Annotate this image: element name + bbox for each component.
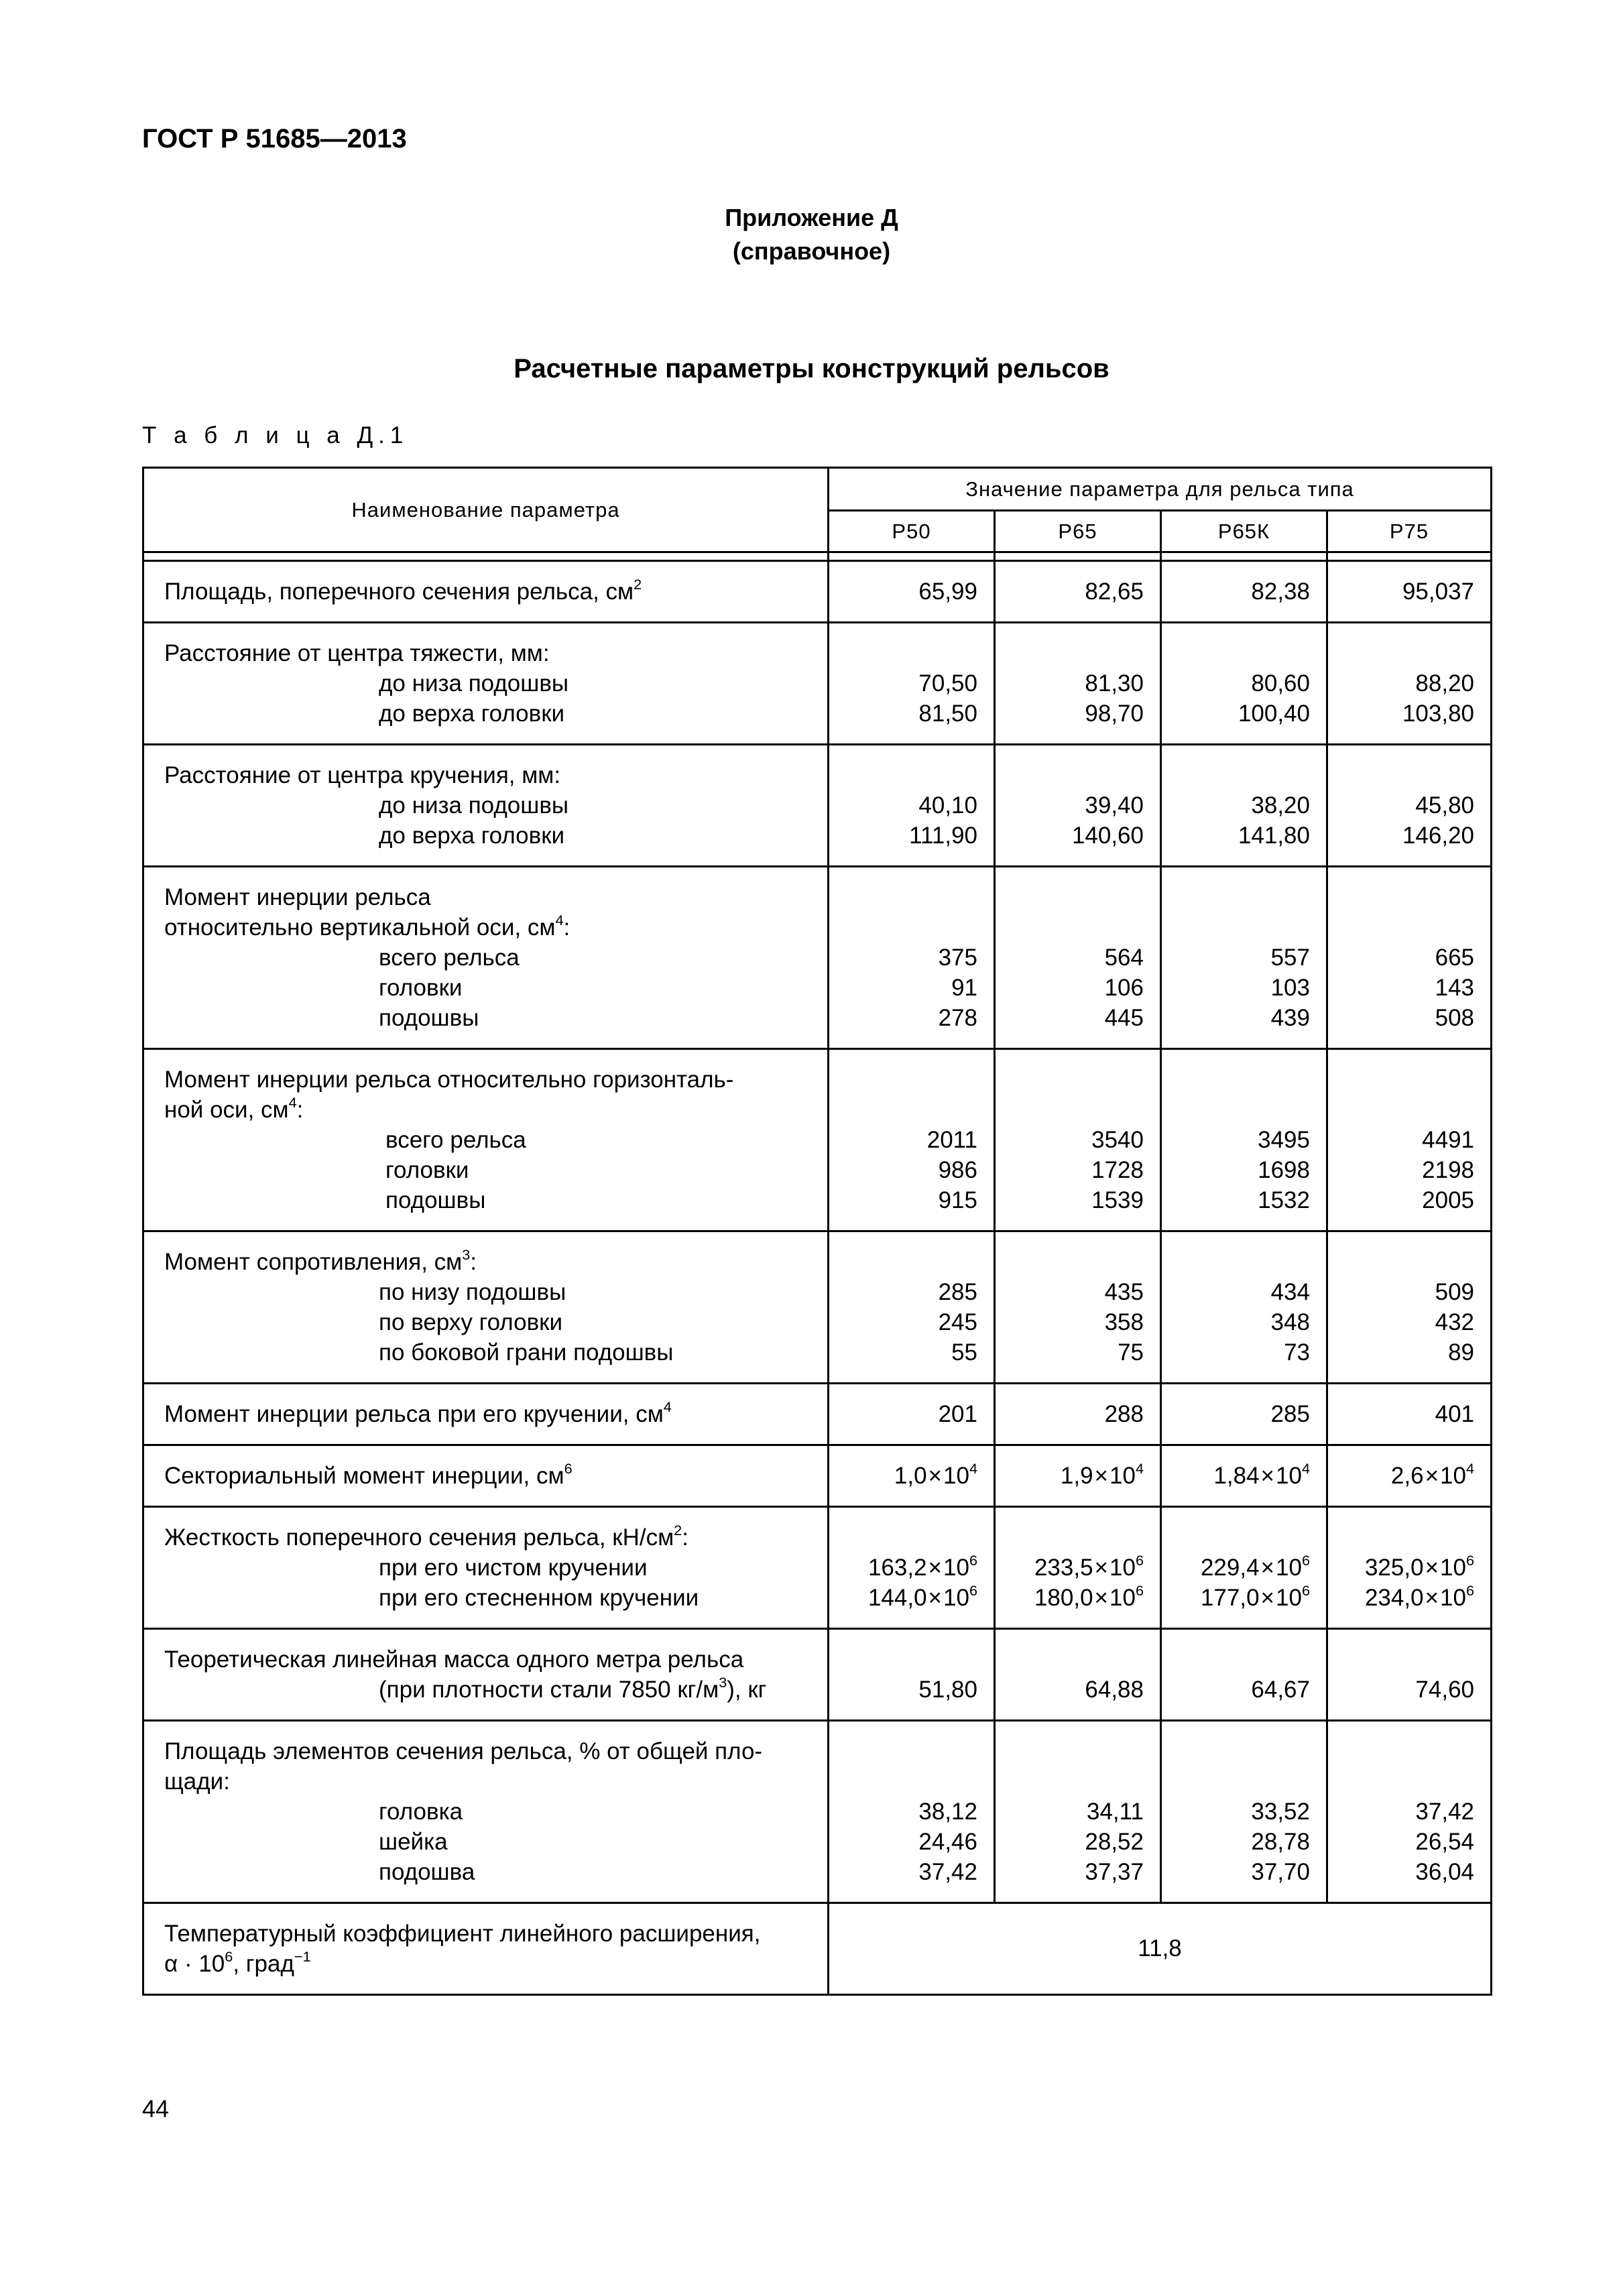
section-title: Расчетные параметры конструкций рельсов [514, 354, 1109, 383]
value-cell: 375 [938, 945, 977, 971]
value-cell: 1728 [1091, 1157, 1144, 1183]
table-row [143, 1231, 1492, 1384]
value-cell: 65,99 [918, 579, 977, 605]
param-cell: Момент инерции рельса относительно горизонталь- ной оси, $см^4$: всего рельса головки подошвы [143, 1049, 829, 1231]
value-cell: 106 [1104, 975, 1144, 1001]
value-cell: $229,4\times 10^6$ [1200, 1551, 1310, 1581]
value-cell: 445 [1104, 1005, 1144, 1031]
param-cell: Расстояние от центра кручения, мм: до низа подошвы до верха головки [143, 745, 829, 867]
param-cell: Момент инерции рельса при его кручении, $см^4$ [143, 1384, 829, 1445]
value-cell: 3540 [1091, 1127, 1144, 1153]
param-cell: Момент инерции рельса относительно вертикальной оси, $см^4$: всего рельса головки подошвы [143, 867, 829, 1049]
value-cell: 141,80 [1238, 823, 1310, 849]
value-cell: 2198 [1422, 1157, 1475, 1183]
table-row [143, 1721, 1492, 1903]
column-header-param: Наименование параметра [143, 468, 829, 552]
table-row [143, 1384, 1492, 1445]
value-cell: 3495 [1258, 1127, 1310, 1153]
value-cell: 55 [951, 1339, 977, 1366]
value-cell: $1,0\times 10^4$ [894, 1459, 977, 1489]
value-cell: 285 [1270, 1401, 1310, 1427]
value-cell: 88,20 [1415, 670, 1475, 697]
value-cell: 986 [938, 1157, 977, 1183]
value-cell: 91 [951, 975, 977, 1001]
table-row [143, 867, 1492, 1049]
table-row [143, 561, 1492, 623]
value-cell: $144,0\times 10^6$ [867, 1581, 977, 1611]
value-cell: 915 [938, 1187, 977, 1213]
value-cell: 434 [1270, 1279, 1310, 1305]
value-cell: 245 [938, 1309, 977, 1335]
value-cell: 89 [1448, 1339, 1475, 1366]
value-cell: 4491 [1422, 1127, 1475, 1153]
value-cell: 33,52 [1251, 1799, 1310, 1825]
value-cell: $234,0\times 10^6$ [1364, 1581, 1475, 1611]
value-cell: 2011 [926, 1127, 977, 1153]
value-cell: 82,65 [1085, 579, 1144, 605]
value-cell: 36,04 [1415, 1859, 1475, 1885]
value-cell: 37,42 [1415, 1799, 1475, 1825]
value-cell: 81,30 [1085, 670, 1144, 697]
value-cell: 100,40 [1238, 701, 1310, 727]
value-cell: 401 [1435, 1401, 1475, 1427]
appendix-type: (справочное) [732, 237, 891, 265]
value-cell: $325,0\times 10^6$ [1364, 1551, 1475, 1581]
param-cell: Момент сопротивления, $см^3$: по низу подошвы по верху головки по боковой грани подошвы [143, 1231, 829, 1384]
value-cell: 64,67 [1251, 1677, 1310, 1703]
value-cell: $1,9\times 10^4$ [1060, 1459, 1144, 1489]
param-cell: Жесткость поперечного сечения рельса, $кН/см^2$: при его чистом кручении при его стесненном кручении [143, 1507, 829, 1629]
value-cell: 40,10 [918, 792, 977, 819]
param-cell: Расстояние от центра тяжести, мм: до низа подошвы до верха головки [143, 623, 829, 745]
column-header-rail: Р75 [1327, 511, 1492, 552]
value-cell: 37,42 [918, 1859, 977, 1885]
value-cell: 146,20 [1402, 823, 1475, 849]
value-cell: 38,12 [918, 1799, 977, 1825]
value-cell: 557 [1270, 945, 1310, 971]
param-cell: Температурный коэффициент линейного расширения, $\alpha \cdot 10^6$, град$^{-1}$ [143, 1903, 829, 1995]
value-cell: 28,78 [1251, 1829, 1310, 1855]
value-cell: 64,88 [1085, 1677, 1144, 1703]
value-cell: 26,54 [1415, 1829, 1475, 1855]
value-cell: 509 [1435, 1279, 1475, 1305]
value-cell: 95,037 [1402, 579, 1475, 605]
value-cell: 1698 [1258, 1157, 1310, 1183]
document-id: ГОСТ Р 51685—2013 [142, 124, 407, 154]
value-cell: 358 [1104, 1309, 1144, 1335]
param-cell: Площадь, поперечного сечения рельса, $см^2$ [143, 561, 829, 623]
table-row [143, 1445, 1492, 1507]
param-cell: Теоретическая линейная масса одного метра рельса (при плотности стали 7850 $кг/м^3$), кг [143, 1629, 829, 1721]
table-row [143, 745, 1492, 867]
table-row [143, 1049, 1492, 1231]
value-cell: 1532 [1258, 1187, 1310, 1213]
value-cell: $233,5\times 10^6$ [1034, 1551, 1144, 1581]
value-cell: 80,60 [1251, 670, 1310, 697]
value-cell: 432 [1435, 1309, 1475, 1335]
table-caption: Т а б л и ц а Д.1 [142, 422, 409, 448]
value-cell: 348 [1270, 1309, 1310, 1335]
appendix-title: Приложение Д [725, 204, 898, 231]
table-row [143, 1903, 1492, 1995]
value-cell: $180,0\times 10^6$ [1034, 1581, 1144, 1611]
value-cell: 28,52 [1085, 1829, 1144, 1855]
param-cell: Площадь элементов сечения рельса, % от общей пло- щади: головка шейка подошва [143, 1721, 829, 1903]
table-row [143, 1629, 1492, 1721]
value-cell: 75 [1118, 1339, 1144, 1366]
value-cell: 103,80 [1402, 701, 1475, 727]
value-cell: 38,20 [1251, 792, 1310, 819]
value-cell: $2,6\times 10^4$ [1390, 1459, 1475, 1489]
value-cell: 39,40 [1085, 792, 1144, 819]
value-cell: 51,80 [918, 1677, 977, 1703]
value-cell: 82,38 [1251, 579, 1310, 605]
value-cell: 73 [1284, 1339, 1310, 1366]
column-header-rail: Р65К [1161, 511, 1327, 552]
value-cell: 439 [1270, 1005, 1310, 1031]
value-cell: 1539 [1091, 1187, 1144, 1213]
value-cell: 81,50 [918, 701, 977, 727]
value-cell: 508 [1435, 1005, 1475, 1031]
param-cell: Секториальный момент инерции, $см^6$ [143, 1445, 829, 1507]
table-row [143, 623, 1492, 745]
value-cell: 98,70 [1085, 701, 1144, 727]
value-cell: 103 [1270, 975, 1310, 1001]
value-cell: 37,70 [1251, 1859, 1310, 1885]
value-cell: 665 [1435, 945, 1475, 971]
column-header-rail: Р65 [995, 511, 1161, 552]
value-cell: 564 [1104, 945, 1144, 971]
value-cell: 111,90 [909, 823, 977, 849]
value-cell: 37,37 [1085, 1859, 1144, 1885]
value-cell: 74,60 [1415, 1677, 1475, 1703]
value-cell: 285 [938, 1279, 977, 1305]
page-number: 44 [142, 2095, 170, 2122]
value-cell: $163,2\times 10^6$ [867, 1551, 977, 1581]
value-cell: 435 [1104, 1279, 1144, 1305]
value-cell: 278 [938, 1005, 977, 1031]
value-cell: $1,84\times 10^4$ [1213, 1459, 1310, 1489]
value-cell: 11,8 [829, 1903, 1492, 1995]
column-header-rail: Р50 [829, 511, 995, 552]
value-cell: 2005 [1422, 1187, 1475, 1213]
value-cell: 140,60 [1071, 823, 1144, 849]
value-cell: $177,0\times 10^6$ [1200, 1581, 1310, 1611]
value-cell: 143 [1435, 975, 1475, 1001]
value-cell: 34,11 [1087, 1799, 1144, 1825]
value-cell: 70,50 [918, 670, 977, 697]
value-cell: 45,80 [1415, 792, 1475, 819]
table-row [143, 1507, 1492, 1629]
appendix-heading [0, 201, 1623, 268]
value-cell: 288 [1104, 1401, 1144, 1427]
value-cell: 24,46 [918, 1829, 977, 1855]
parameters-table [142, 467, 1492, 1996]
column-header-value-group: Значение параметра для рельса типа [829, 468, 1492, 511]
value-cell: 201 [938, 1401, 977, 1427]
